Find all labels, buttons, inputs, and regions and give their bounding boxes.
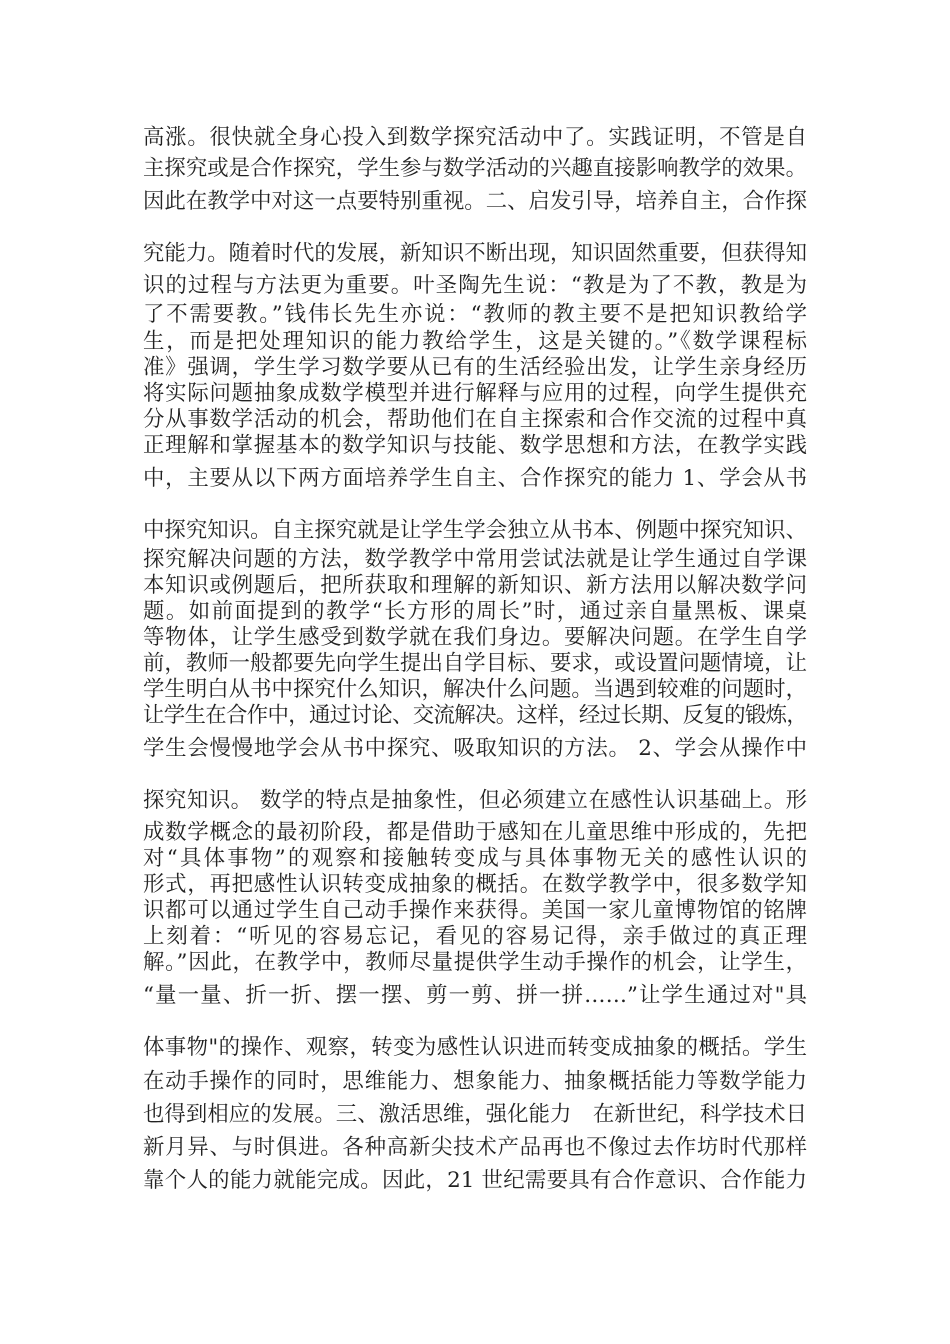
text-line: 靠个人的能力就能完成。因此，21 世纪需要具有合作意识、合作能力 [143, 1168, 807, 1193]
text-line: 学生明白从书中探究什么知识，解决什么问题。当遇到较难的问题时， [143, 677, 807, 702]
text-line: 生，而是把处理知识的能力教给学生，这是关键的。”《数学课程标 [143, 329, 807, 354]
text-line: 主探究或是合作探究，学生参与数学活动的兴趣直接影响教学的效果。 [143, 156, 807, 181]
text-line: 探究解决问题的方法，数学教学中常用尝试法就是让学生通过自学课 [143, 547, 807, 572]
text-line: 对“具体事物”的观察和接触转变成与具体事物无关的感性认识的 [143, 846, 807, 871]
text-line: 前，教师一般都要先向学生提出自学目标、要求，或设置问题情境，让 [143, 651, 807, 676]
text-line: “量一量、折一折、摆一摆、剪一剪、拼一拼……”让学生通过对"具 [143, 983, 807, 1008]
text-line: 识都可以通过学生自己动手操作来获得。美国一家儿童博物馆的铭牌 [143, 898, 807, 923]
text-line: 因此在教学中对这一点要特别重视。二、启发引导，培养自主，合作探 [143, 189, 807, 214]
text-line: 高涨。很快就全身心投入到数学探究活动中了。实践证明，不管是自 [143, 125, 807, 150]
text-line: 了不需要教。”钱伟长先生亦说：“教师的教主要不是把知识教给学 [143, 302, 807, 327]
text-line: 正理解和掌握基本的数学知识与技能、数学思想和方法，在教学实践 [143, 433, 807, 458]
text-line: 等物体，让学生感受到数学就在我们身边。要解决问题。在学生自学 [143, 625, 807, 650]
text-line: 在动手操作的同时，思维能力、想象能力、抽象概括能力等数学能力 [143, 1069, 807, 1094]
text-line: 学生会慢慢地学会从书中探究、吸取知识的方法。 2、学会从操作中 [143, 736, 807, 761]
text-line: 中探究知识。自主探究就是让学生学会独立从书本、例题中探究知识、 [143, 518, 807, 543]
text-line: 上刻着：“听见的容易忘记，看见的容易记得，亲手做过的真正理 [143, 924, 807, 949]
text-line: 中，主要从以下两方面培养学生自主、合作探究的能力 1、学会从书 [143, 466, 807, 491]
text-line: 准》强调，学生学习数学要从已有的生活经验出发，让学生亲身经历 [143, 355, 807, 380]
text-line: 形式，再把感性认识转变成抽象的概括。在数学教学中，很多数学知 [143, 872, 807, 897]
text-line: 也得到相应的发展。三、激活思维，强化能力 在新世纪，科学技术日 [143, 1102, 807, 1127]
text-line: 成数学概念的最初阶段，都是借助于感知在儿童思维中形成的，先把 [143, 820, 807, 845]
text-line: 本知识或例题后，把所获取和理解的新知识、新方法用以解决数学问 [143, 573, 807, 598]
text-line: 让学生在合作中，通过讨论、交流解决。这样，经过长期、反复的锻炼， [143, 703, 807, 728]
text-line: 分从事数学活动的机会，帮助他们在自主探索和合作交流的过程中真 [143, 407, 807, 432]
text-line: 新月异、与时俱进。各种高新尖技术产品再也不像过去作坊时代那样 [143, 1135, 807, 1160]
text-line: 解。”因此，在教学中，教师尽量提供学生动手操作的机会，让学生， [143, 950, 807, 975]
text-line: 体事物"的操作、观察，转变为感性认识进而转变成抽象的概括。学生 [143, 1035, 807, 1060]
text-line: 究能力。随着时代的发展，新知识不断出现，知识固然重要，但获得知 [143, 241, 807, 266]
text-line: 题。如前面提到的教学“长方形的周长”时，通过亲自量黑板、课桌 [143, 599, 807, 624]
text-line: 探究知识。 数学的特点是抽象性，但必须建立在感性认识基础上。形 [143, 788, 807, 813]
text-line: 将实际问题抽象成数学模型并进行解释与应用的过程，向学生提供充 [143, 381, 807, 406]
text-line: 识的过程与方法更为重要。叶圣陶先生说：“教是为了不教，教是为 [143, 273, 807, 298]
